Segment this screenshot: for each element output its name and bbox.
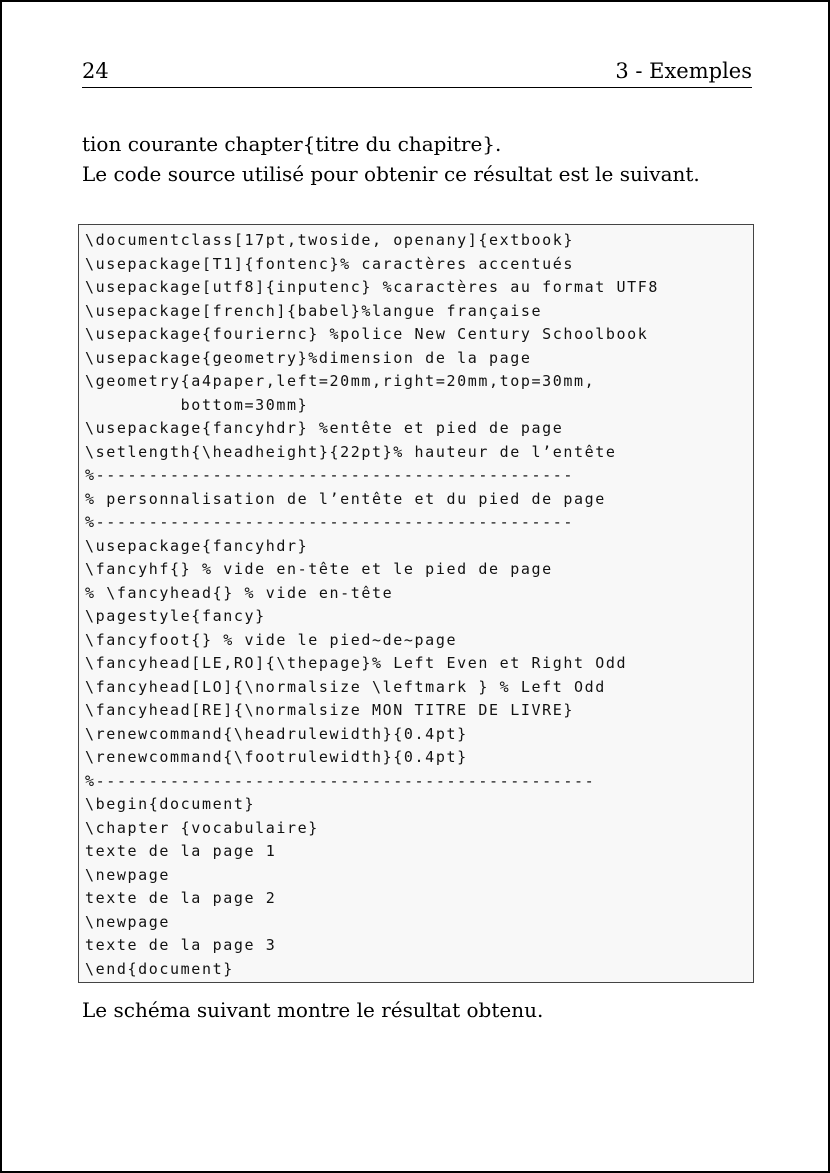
code-line: texte de la page 1 — [85, 842, 277, 860]
code-line: \pagestyle{fancy} — [85, 607, 266, 625]
code-line: \usepackage{fancyhdr} — [85, 536, 309, 555]
code-line: \fancyhead[LE,RO]{\thepage}% Left Even et Right Odd — [85, 654, 628, 672]
intro-line-1: tion courante chapter{titre du chapitre}. — [82, 132, 502, 156]
code-line: \fancyfoot{} % vide le pied~de~page — [85, 630, 458, 649]
code-line: %--------------------------------------------- — [85, 513, 575, 531]
code-line: texte de la page 2 — [85, 889, 277, 907]
code-line: \end{document} — [85, 959, 234, 978]
code-line: \usepackage[utf8]{inputenc} %caractères au format UTF8 — [85, 278, 660, 296]
page-number: 24 — [82, 59, 109, 83]
code-line: \newpage — [85, 865, 171, 884]
chapter-title: 3 - Exemples — [615, 59, 752, 83]
code-line: %----------------------------------------------- — [85, 771, 596, 790]
code-line: \setlength{\headheight}{22pt}% hauteur de l’entête — [85, 442, 617, 461]
code-line: \renewcommand{\headrulewidth}{0.4pt} — [85, 724, 468, 743]
code-line: \fancyhead[RE]{\normalsize MON TITRE DE LIVRE} — [85, 701, 575, 719]
outro-paragraph: Le schéma suivant montre le résultat obtenu. — [82, 998, 544, 1022]
code-line: bottom=30mm} — [85, 395, 309, 414]
code-line: \fancyhf{} % vide en-tête et le pied de page — [85, 560, 553, 578]
code-line: %--------------------------------------------- — [85, 466, 575, 484]
code-line: \usepackage{fouriernc} %police New Century Schoolbook — [85, 325, 649, 343]
code-line: \chapter {vocabulaire} — [85, 818, 319, 837]
code-line: \begin{document} — [85, 795, 256, 813]
code-line: \usepackage[french]{babel}%langue française — [85, 301, 543, 320]
code-line: \fancyhead[LO]{\normalsize \leftmark } % Left Odd — [85, 677, 606, 696]
code-line: % personnalisation de l’entête et du pied de page — [85, 489, 606, 508]
code-line: \documentclass[17pt,twoside, openany]{extbook} — [85, 231, 575, 249]
code-line: \usepackage[T1]{fontenc}% caractères accentués — [85, 254, 575, 273]
code-listing — [78, 224, 754, 983]
code-line: \newpage — [85, 912, 171, 931]
intro-line-2: Le code source utilisé pour obtenir ce résultat est le suivant. — [82, 162, 700, 186]
code-line: \usepackage{geometry}%dimension de la page — [85, 348, 532, 367]
code-line: \usepackage{fancyhdr} %entête et pied de page — [85, 419, 564, 437]
code-line: \renewcommand{\footrulewidth}{0.4pt} — [85, 748, 468, 766]
code-line: % \fancyhead{} % vide en-tête — [85, 583, 394, 602]
code-line: \geometry{a4paper,left=20mm,right=20mm,top=30mm, — [85, 372, 596, 390]
code-line: texte de la page 3 — [85, 936, 277, 954]
page-header — [82, 57, 752, 88]
